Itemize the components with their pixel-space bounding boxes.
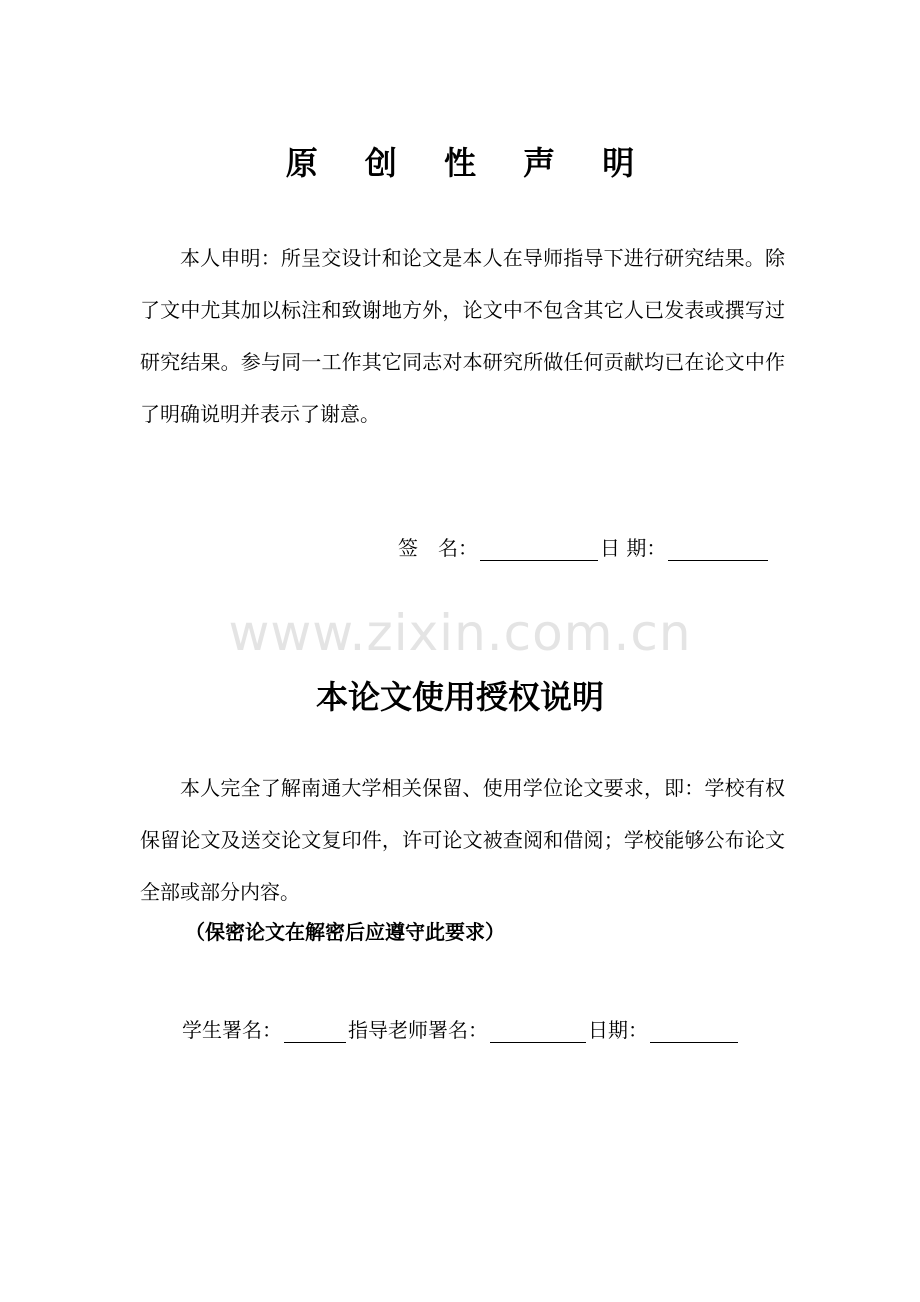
authorization-body: 本人完全了解南通大学相关保留、使用学位论文要求，即：学校有权保留论文及送交论文复印件，许可论文被查阅和借阅；学校能够公布论文全部或部分内容。 xyxy=(140,776,785,904)
declaration-title: 原 创 性 声 明 xyxy=(285,144,653,182)
authorization-date-label: 日期： xyxy=(588,1018,648,1042)
student-sign-blank xyxy=(284,1020,346,1043)
advisor-sign-blank xyxy=(490,1020,586,1043)
sign-blank xyxy=(480,538,598,561)
declaration-signature-line xyxy=(398,532,770,561)
declaration-body: 本人申明：所呈交设计和论文是本人在导师指导下进行研究结果。除了文中尤其加以标注和致谢地方外，论文中不包含其它人已发表或撰写过研究结果。参与同一工作其它同志对本研究所做任何贡献均已在论文中作了明确说明并表示了谢意。 xyxy=(140,246,785,426)
sign-label: 签 名： xyxy=(398,536,478,560)
student-sign-label: 学生署名： xyxy=(182,1018,282,1042)
authorization-title: 本论文使用授权说明 xyxy=(315,678,604,716)
date-label: 日 期： xyxy=(600,536,667,560)
advisor-sign-label: 指导老师署名： xyxy=(348,1018,488,1042)
authorization-signature-line xyxy=(182,1014,740,1043)
date-blank xyxy=(668,538,768,561)
authorization-date-blank xyxy=(650,1020,738,1043)
confidential-note: （保密论文在解密后应遵守此要求） xyxy=(185,920,505,944)
watermark: www.zixin.com.cn xyxy=(228,604,692,662)
